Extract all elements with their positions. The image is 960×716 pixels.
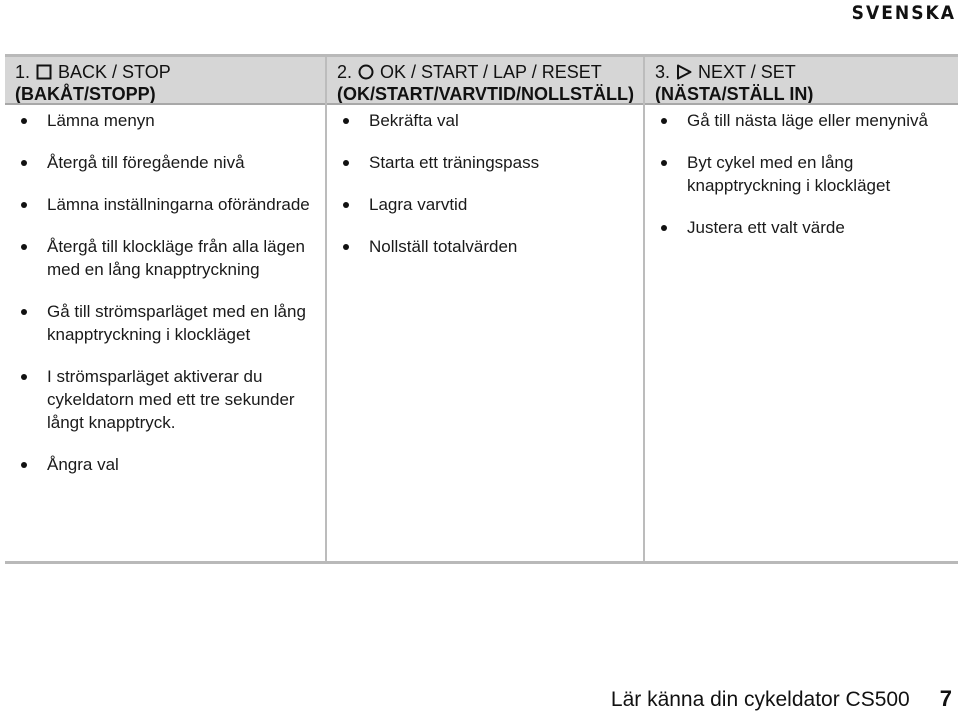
column-next-set (643, 57, 958, 561)
list-item: Justera ett valt värde (645, 216, 958, 239)
column-title: OK / START / LAP / RESET (380, 62, 602, 82)
circle-icon (358, 64, 374, 80)
list-item: Lagra varvtid (327, 193, 643, 216)
button-function-table (5, 54, 958, 564)
list-item: Nollställ totalvärden (327, 235, 643, 258)
column-subtitle: (NÄSTA/STÄLL IN) (655, 84, 814, 104)
list-item: Starta ett träningspass (327, 151, 643, 174)
column-header (327, 57, 643, 105)
column-number: 3. (655, 62, 671, 82)
column-header (5, 57, 325, 105)
column-number: 2. (337, 62, 353, 82)
footer-title: Lär känna din cykeldator CS500 (610, 688, 910, 711)
square-icon (36, 64, 52, 80)
list-item: Gå till nästa läge eller menynivå (645, 109, 958, 132)
page-number: 7 (939, 686, 952, 711)
list-item: Bekräfta val (327, 109, 643, 132)
language-label: SVENSKA (851, 2, 956, 24)
column-ok-start (325, 57, 643, 561)
list-item: Lämna menyn (5, 109, 325, 132)
list-item: Gå till strömsparläget med en lång knapptryckning i klockläget (5, 300, 325, 346)
column-subtitle: (OK/START/VARVTID/NOLLSTÄLL) (337, 84, 634, 104)
column-subtitle: (BAKÅT/STOPP) (15, 84, 156, 104)
list-item: Lämna inställningarna oförändrade (5, 193, 325, 216)
function-list (327, 105, 643, 258)
list-item: I strömsparläget aktiverar du cykeldatorn med ett tre sekunder långt knapptryck. (5, 365, 325, 434)
column-number: 1. (15, 62, 31, 82)
list-item: Byt cykel med en lång knapptryckning i klockläget (645, 151, 958, 197)
list-item: Ångra val (5, 453, 325, 476)
function-list (645, 105, 958, 239)
page-footer (611, 686, 952, 712)
column-title: NEXT / SET (698, 62, 796, 82)
list-item: Återgå till föregående nivå (5, 151, 325, 174)
column-title: BACK / STOP (58, 62, 171, 82)
column-header (645, 57, 958, 105)
function-list (5, 105, 325, 476)
triangle-right-icon (676, 64, 692, 80)
list-item: Återgå till klockläge från alla lägen med en lång knapptryckning (5, 235, 325, 281)
column-back-stop (5, 57, 325, 561)
